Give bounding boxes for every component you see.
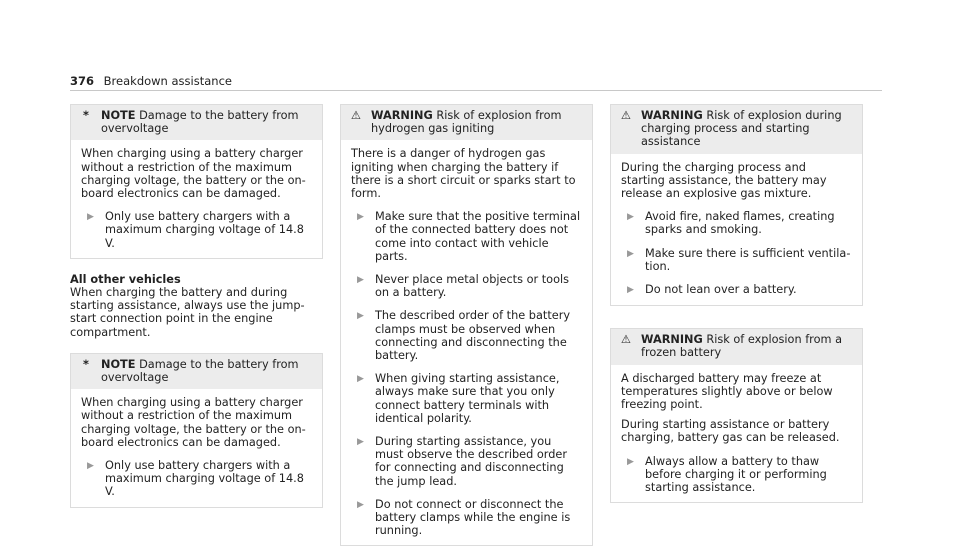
arrow-icon: ▶ xyxy=(87,212,94,223)
step-item xyxy=(357,210,582,263)
step-text: Make sure there is sufficient ventilation. xyxy=(645,246,851,273)
step-text: When giving starting assistance, always make sure that you only connect battery terminals with identical polarity. xyxy=(375,372,560,425)
note-label: NOTE xyxy=(101,109,136,122)
arrow-icon: ▶ xyxy=(357,311,364,322)
arrow-icon: ▶ xyxy=(627,456,634,467)
note-header xyxy=(71,354,322,389)
warning-heading: Risk of explosion during charging process and starting assistance xyxy=(641,109,842,149)
step-item xyxy=(627,455,852,495)
warning-header xyxy=(611,105,862,154)
warning-body: There is a danger of hydrogen gas igniting when charging the battery if there is a short circuit or sparks start to form. xyxy=(351,147,576,201)
note-heading: Damage to the battery from overvoltage xyxy=(101,357,299,385)
column-3 xyxy=(610,104,863,515)
arrow-icon: ▶ xyxy=(357,499,364,510)
step-item xyxy=(627,247,852,273)
warning-body: A discharged battery may freeze at temperatures slightly above or below freezing point. xyxy=(621,371,833,412)
section-text: When charging the battery and during starting assistance, always use the jump-start connection point in the engine compartment. xyxy=(70,286,305,339)
arrow-icon: ▶ xyxy=(627,285,634,296)
note-box-1 xyxy=(70,104,323,259)
note-label: NOTE xyxy=(101,357,136,371)
step-item xyxy=(357,273,582,299)
step-item xyxy=(357,435,582,488)
step-text: Avoid fire, naked flames, creating sparks and smoking. xyxy=(645,210,835,237)
note-header xyxy=(71,105,322,140)
warning-box-charging xyxy=(610,104,863,306)
step-text: Make sure that the positive terminal of the connected battery does not come into contact with vehicle parts. xyxy=(375,210,581,263)
step-text: Only use battery chargers with a maximum charging voltage of 14.8 V. xyxy=(105,459,304,499)
warning-body: During the charging process and starting assistance, the battery may release an explosive gas mixture. xyxy=(621,160,827,201)
arrow-icon: ▶ xyxy=(357,374,364,385)
arrow-icon: ▶ xyxy=(627,212,634,223)
note-heading: Damage to the battery from overvoltage xyxy=(101,109,299,136)
note-body: When charging using a battery charger without a restriction of the maximum charging voltage, the battery or the on-board electronics can be damaged. xyxy=(81,147,306,201)
step-text: Do not lean over a battery. xyxy=(645,283,797,297)
arrow-icon: ▶ xyxy=(357,275,364,286)
step-item xyxy=(357,309,582,362)
column-2 xyxy=(340,104,593,558)
step-item xyxy=(87,210,312,250)
warning-label: WARNING xyxy=(371,109,433,122)
asterisk-icon: * xyxy=(83,109,89,122)
page-title: Breakdown assistance xyxy=(103,74,232,88)
step-item xyxy=(627,210,852,236)
warning-box-hydrogen xyxy=(340,104,593,546)
arrow-icon: ▶ xyxy=(627,248,634,259)
step-item xyxy=(357,372,582,425)
section-title: All other vehicles xyxy=(70,272,181,286)
column-1 xyxy=(70,104,323,520)
warning-box-frozen xyxy=(610,328,863,503)
warning-body: During starting assistance or battery charging, battery gas can be released. xyxy=(621,418,840,445)
note-box-2 xyxy=(70,353,323,508)
step-text: During starting assistance, you must observe the described order for connecting and disconnecting the jump lead. xyxy=(375,435,567,488)
warning-label: WARNING xyxy=(641,109,703,122)
step-text: Do not connect or disconnect the battery clamps while the engine is running. xyxy=(375,497,571,538)
step-text: The described order of the battery clamps must be observed when connecting and disconnecting the battery. xyxy=(375,309,571,363)
warning-heading: Risk of explosion from hydrogen gas igniting xyxy=(371,109,562,136)
step-item xyxy=(627,283,852,297)
step-item xyxy=(357,498,582,538)
warning-header xyxy=(341,105,592,140)
note-body: When charging using a battery charger without a restriction of the maximum charging voltage, the battery or the on-board electronics can be damaged. xyxy=(81,396,306,449)
warning-triangle-icon: ⚠ xyxy=(350,109,362,122)
warning-heading: Risk of explosion from a frozen battery xyxy=(641,333,843,360)
step-text: Never place metal objects or tools on a battery. xyxy=(375,273,570,300)
arrow-icon: ▶ xyxy=(357,212,364,223)
warning-label: WARNING xyxy=(641,333,703,347)
warning-triangle-icon: ⚠ xyxy=(620,109,632,122)
step-text: Only use battery chargers with a maximum charging voltage of 14.8 V. xyxy=(105,210,304,250)
header-divider xyxy=(70,90,882,91)
arrow-icon: ▶ xyxy=(357,437,364,448)
page-header xyxy=(70,74,232,88)
page-number: 376 xyxy=(70,74,95,88)
step-item xyxy=(87,459,312,499)
warning-header xyxy=(611,329,862,364)
warning-triangle-icon: ⚠ xyxy=(620,333,632,347)
step-text: Always allow a battery to thaw before charging it or performing starting assistance. xyxy=(645,454,827,495)
asterisk-icon: * xyxy=(83,357,89,371)
arrow-icon: ▶ xyxy=(87,461,94,472)
